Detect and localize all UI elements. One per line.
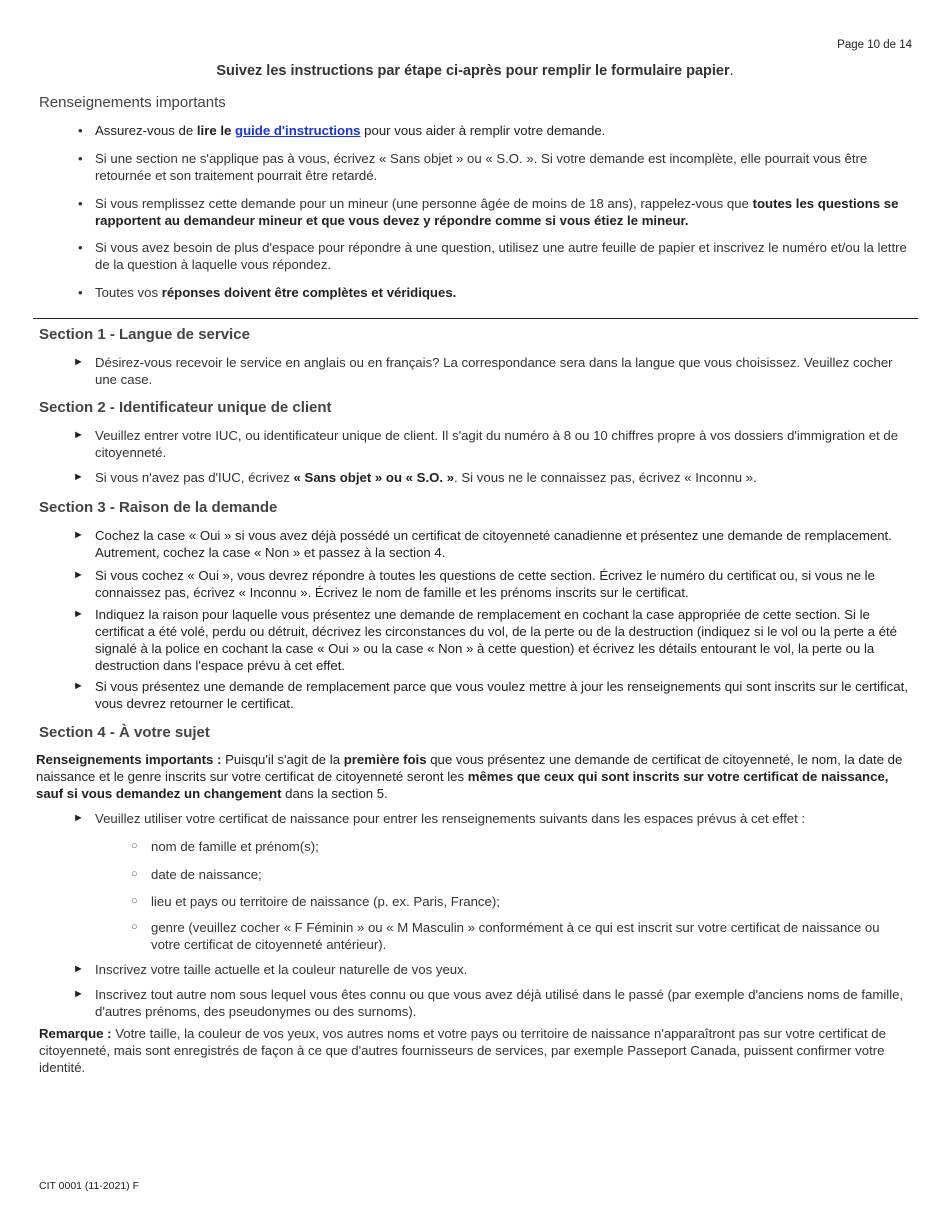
page-title: Suivez les instructions par étape ci-après pour remplir le formulaire papier. xyxy=(216,63,734,79)
arrow-icon: ► xyxy=(73,680,84,692)
bullet-icon: • xyxy=(78,123,83,138)
section3-heading: Section 3 - Raison de la demande xyxy=(39,499,278,516)
list-item: ► Veuillez utiliser votre certificat de naissance pour entrer les renseignements suivants dans les espaces prévus à cet effet : xyxy=(73,811,806,826)
arrow-icon: ► xyxy=(73,963,84,975)
section2-heading: Section 2 - Identificateur unique de client xyxy=(39,399,332,416)
arrow-icon: ► xyxy=(73,812,84,824)
list-item: ○ lieu et pays ou territoire de naissance (p. ex. Paris, France); xyxy=(131,894,500,909)
arrow-icon: ► xyxy=(73,988,84,1000)
form-code: CIT 0001 (11-2021) F xyxy=(39,1180,139,1192)
list-item: ► Indiquez la raison pour laquelle vous présentez une demande de remplacement en cochant la case appropriée de cette section. Si le certificat a été volé, perdu ou détruit, décrivez les circonstances du vol, de la perte ou de la destruction (indiquez si le vol ou la perte a été signalé à la police en cochant la case « Oui » ou la case « Non » à cette question) et écrivez les détails entourant le vol, la perte ou la destruction dans l'espace prévu à cet effet. xyxy=(73,607,897,673)
list-item: ► Cochez la case « Oui » si vous avez déjà possédé un certificat de citoyenneté canadienne et présentez une demande de remplacement. Autrement, cochez la case « Non » et passez à la section 4. xyxy=(73,528,892,560)
guide-link[interactable]: guide d'instructions xyxy=(235,123,361,138)
circle-bullet-icon: ○ xyxy=(131,895,138,907)
section4-intro: Renseignements importants : Puisqu'il s'agit de la première fois que vous présentez une demande de certificat de citoyenneté, le nom, la date de naissance et le genre inscrits sur votre certificat de citoyenneté seront les mêmes que ceux qui sont inscrits sur votre certificat de naissance, sauf si vous demandez un changement dans la section 5. xyxy=(36,752,903,801)
arrow-icon: ► xyxy=(73,529,84,541)
arrow-icon: ► xyxy=(73,356,84,368)
circle-bullet-icon: ○ xyxy=(131,921,138,933)
list-item: ► Veuillez entrer votre IUC, ou identificateur unique de client. Il s'agit du numéro à 8 ou 10 chiffres propre à vos dossiers d'immigration et de citoyenneté. xyxy=(73,428,899,460)
arrow-icon: ► xyxy=(73,429,84,441)
bullet-icon: • xyxy=(78,151,83,166)
list-item: • Si vous avez besoin de plus d'espace pour répondre à une question, utilisez une autre feuille de papier et inscrivez le numéro et/ou la lettre de la question à laquelle vous répondez. xyxy=(78,240,907,272)
list-item: ○ date de naissance; xyxy=(131,867,262,882)
list-item: ► Si vous présentez une demande de remplacement parce que vous voulez mettre à jour les renseignements qui sont inscrits sur le certificat, vous devrez retourner le certificat. xyxy=(73,679,908,711)
list-item: ○ genre (veuillez cocher « F Féminin » ou « M Masculin » conformément à ce qui est inscrit sur votre certificat de naissance ou votre certificat de citoyenneté antérieur). xyxy=(131,920,880,952)
bullet-icon: • xyxy=(78,196,83,211)
important-heading: Renseignements importants xyxy=(39,94,226,111)
bullet-icon: • xyxy=(78,285,83,300)
section1-heading: Section 1 - Langue de service xyxy=(39,326,250,343)
remark: Remarque : Votre taille, la couleur de vos yeux, vos autres noms et votre pays ou territoire de naissance n'apparaîtront pas sur votre certificat de citoyenneté, mais sont enregistrés de façon à ce que d'autres fournisseurs de services, par exemple Passeport Canada, puissent confirmer votre identité. xyxy=(39,1026,886,1075)
list-item: ○ nom de famille et prénom(s); xyxy=(131,839,319,854)
arrow-icon: ► xyxy=(73,608,84,620)
list-item: • Si une section ne s'applique pas à vous, écrivez « Sans objet » ou « S.O. ». Si votre demande est incomplète, elle pourrait vous être retournée et son traitement pourrait être retardé. xyxy=(78,151,868,183)
section4-heading: Section 4 - À votre sujet xyxy=(39,724,210,741)
list-item: ► Désirez-vous recevoir le service en anglais ou en français? La correspondance sera dans la langue que vous choisissez. Veuillez cocher une case. xyxy=(73,355,893,387)
list-item: ► Inscrivez tout autre nom sous lequel vous êtes connu ou que vous avez déjà utilisé dans le passé (par exemple d'anciens noms de famille, d'autres prénoms, des pseudonymes ou des surnoms). xyxy=(73,987,904,1019)
divider xyxy=(33,318,918,319)
circle-bullet-icon: ○ xyxy=(131,840,138,852)
bullet-icon: • xyxy=(78,240,83,255)
list-item: ► Si vous cochez « Oui », vous devrez répondre à toutes les questions de cette section. Écrivez le numéro du certificat ou, si vous ne le connaissez pas, écrivez « Inconnu ». Écrivez le nom de famille et les prénoms inscrits sur le certificat. xyxy=(73,568,875,600)
circle-bullet-icon: ○ xyxy=(131,868,138,880)
page-number: Page 10 de 14 xyxy=(837,39,912,51)
arrow-icon: ► xyxy=(73,569,84,581)
list-item: • Si vous remplissez cette demande pour un mineur (une personne âgée de moins de 18 ans), rappelez-vous que toutes les questions se rapportent au demandeur mineur et que vous devez y répondre comme si vous étiez le mineur. xyxy=(78,196,899,228)
arrow-icon: ► xyxy=(73,471,84,483)
list-item: ► Inscrivez votre taille actuelle et la couleur naturelle de vos yeux. xyxy=(73,962,468,977)
list-item: ► Si vous n'avez pas d'IUC, écrivez « Sans objet » ou « S.O. ». Si vous ne le connaissez pas, écrivez « Inconnu ». xyxy=(73,470,757,485)
list-item: • Assurez-vous de lire le guide d'instructions pour vous aider à remplir votre demande. xyxy=(78,123,606,138)
list-item: • Toutes vos réponses doivent être complètes et véridiques. xyxy=(78,285,457,300)
